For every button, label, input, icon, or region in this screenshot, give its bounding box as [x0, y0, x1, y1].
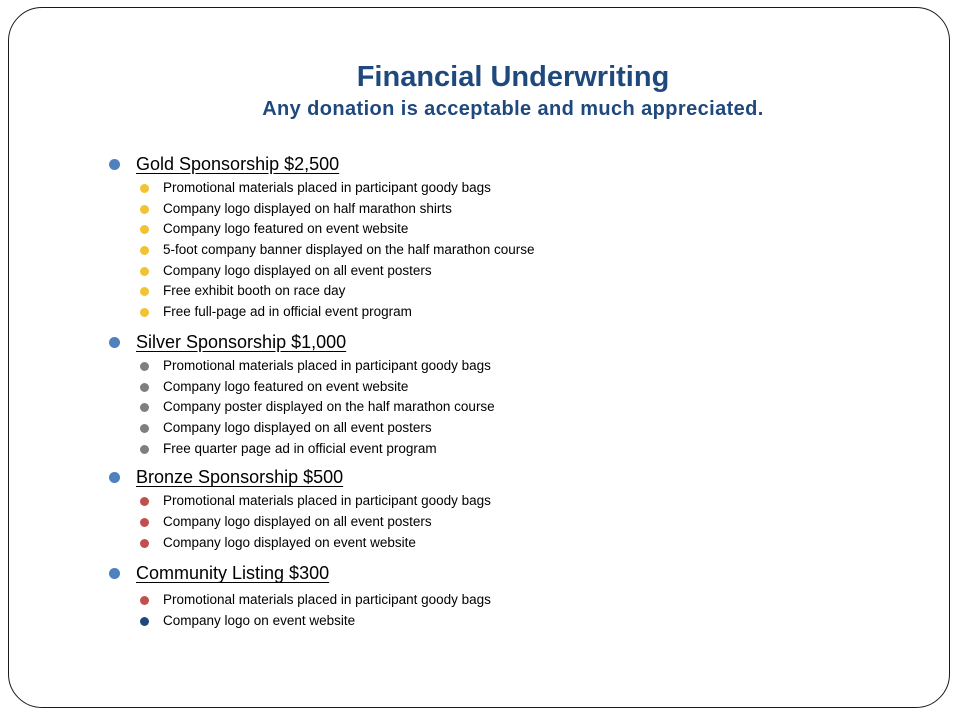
circle-bullet-icon — [140, 403, 149, 412]
benefit-text: Promotional materials placed in participant goody bags — [163, 493, 491, 509]
circle-bullet-icon — [109, 568, 120, 579]
circle-bullet-icon — [140, 225, 149, 234]
benefit-item — [108, 439, 908, 460]
sponsorship-section — [108, 561, 908, 631]
benefit-list — [108, 356, 908, 459]
section-heading — [108, 465, 908, 489]
benefit-item — [108, 178, 908, 199]
circle-bullet-icon — [140, 424, 149, 433]
benefit-item — [108, 199, 908, 220]
circle-bullet-icon — [140, 596, 149, 605]
circle-bullet-icon — [140, 445, 149, 454]
title-block — [0, 60, 960, 122]
circle-bullet-icon — [140, 267, 149, 276]
benefit-text: Free exhibit booth on race day — [163, 283, 346, 299]
benefit-item — [108, 219, 908, 240]
circle-bullet-icon — [140, 246, 149, 255]
sponsorship-section — [108, 330, 908, 459]
circle-bullet-icon — [140, 205, 149, 214]
benefit-text: Free quarter page ad in official event program — [163, 440, 437, 456]
benefit-list — [108, 491, 908, 553]
circle-bullet-icon — [109, 337, 120, 348]
benefit-item — [108, 512, 908, 533]
benefit-item — [108, 397, 908, 418]
circle-bullet-icon — [140, 518, 149, 527]
circle-bullet-icon — [140, 497, 149, 506]
slide-subtitle: Any donation is acceptable and much appreciated. — [262, 98, 764, 120]
benefit-list — [108, 178, 908, 323]
benefit-text: 5-foot company banner displayed on the half marathon course — [163, 242, 535, 258]
circle-bullet-icon — [140, 287, 149, 296]
section-heading — [108, 561, 908, 585]
circle-bullet-icon — [140, 362, 149, 371]
circle-bullet-icon — [109, 159, 120, 170]
benefit-item — [108, 261, 908, 282]
circle-bullet-icon — [140, 308, 149, 317]
section-label: Community Listing $300 — [136, 563, 330, 584]
circle-bullet-icon — [109, 472, 120, 483]
benefit-text: Free full-page ad in official event program — [163, 304, 412, 320]
benefit-item — [108, 590, 908, 611]
benefit-text: Company logo featured on event website — [163, 221, 409, 237]
benefit-text: Company logo displayed on half marathon shirts — [163, 200, 452, 216]
slide-title: Financial Underwriting — [356, 61, 670, 93]
benefit-item — [108, 533, 908, 554]
circle-bullet-icon — [140, 383, 149, 392]
benefit-text: Promotional materials placed in participant goody bags — [163, 592, 491, 608]
circle-bullet-icon — [140, 184, 149, 193]
benefit-item — [108, 281, 908, 302]
section-heading — [108, 152, 908, 176]
benefit-item — [108, 611, 908, 632]
benefit-item — [108, 491, 908, 512]
benefit-text: Company logo displayed on all event posters — [163, 513, 432, 529]
section-label: Silver Sponsorship $1,000 — [136, 331, 347, 352]
benefit-text: Company logo featured on event website — [163, 378, 409, 394]
benefit-item — [108, 377, 908, 398]
benefit-text: Company logo displayed on all event posters — [163, 419, 432, 435]
section-label: Bronze Sponsorship $500 — [136, 467, 344, 488]
sponsorship-list — [108, 152, 908, 632]
sponsorship-section — [108, 152, 908, 323]
circle-bullet-icon — [140, 539, 149, 548]
benefit-item — [108, 418, 908, 439]
benefit-text: Promotional materials placed in participant goody bags — [163, 357, 491, 373]
benefit-text: Company logo on event website — [163, 613, 356, 628]
benefit-text: Company poster displayed on the half marathon course — [163, 399, 495, 415]
benefit-text: Promotional materials placed in participant goody bags — [163, 180, 491, 195]
benefit-item — [108, 240, 908, 261]
benefit-list — [108, 590, 908, 631]
section-label: Gold Sponsorship $2,500 — [136, 154, 340, 174]
benefit-text: Company logo displayed on event website — [163, 534, 416, 550]
sponsorship-section — [108, 465, 908, 553]
benefit-item — [108, 302, 908, 323]
benefit-item — [108, 356, 908, 377]
section-heading — [108, 330, 908, 354]
benefit-text: Company logo displayed on all event posters — [163, 262, 432, 278]
circle-bullet-icon — [140, 617, 149, 626]
